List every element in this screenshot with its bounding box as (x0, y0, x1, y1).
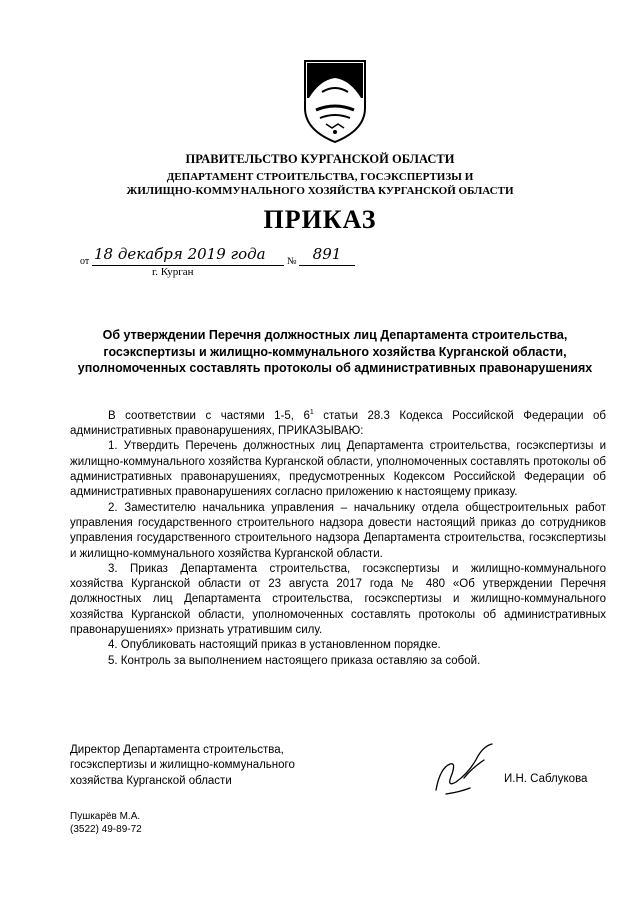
handwritten-number: 891 (299, 243, 355, 266)
handwritten-signature (426, 738, 502, 800)
position-line: хозяйства Курганской области (70, 774, 232, 787)
signer-name: И.Н. Саблукова (504, 773, 588, 785)
department-name-line1: ДЕПАРТАМЕНТ СТРОИТЕЛЬСТВА, ГОСЭКСПЕРТИЗЫ И (166, 171, 474, 183)
signer-position (70, 743, 295, 789)
order-item-5: 5. Контроль за выполнением настоящего приказа оставляю за собой. (108, 654, 481, 667)
order-item-1: 1. Утвердить Перечень должностных лиц Департамента строительства, госэкспертизы и жилищно-коммунального хозяйства Курганской области, уполномоченных составлять протоколы об административных правонарушениях, предусмотренных Кодексом Российской Федерации об административных правонарушениях согласно приложению к настоящему приказу. (70, 440, 606, 499)
preamble (70, 405, 606, 439)
order-item-3: 3. Приказ Департамента строительства, госэкспертизы и жилищно-коммунального хозяйства Курганской области от 23 августа 2017 года № 480 «Об утверждении Перечня должностных лиц Департамента строительства, госэкспертизы и жилищно-коммунального хозяйства Курганской области, уполномоченных составлять протоколы об административных правонарушениях» признать утратившим силу. (70, 562, 606, 636)
preamble-superscript: 1 (309, 409, 314, 416)
number-label: № (287, 256, 297, 267)
order-item-4: 4. Опубликовать настоящий приказ в установленном порядке. (108, 639, 441, 652)
title-line: госэкспертизы и жилищно-коммунального хозяйства Курганской области, (103, 344, 567, 359)
date-number-line (80, 245, 360, 271)
position-line: Директор Департамента строительства, (70, 744, 284, 756)
preamble-text-b: статьи 28.3 Кодекса Российской Федерации об административных правонарушениях, ПРИКАЗЫВАЮ: (70, 409, 606, 438)
order-item-2: 2. Заместителю начальника управления – начальнику отдела общестроительных работ управления государственного строительного надзора довести настоящий приказ до сотрудников управления государственного строительного надзора Департамента строительства, госэкспертизы и жилищно-коммунального хозяйства Курганской области. (70, 501, 606, 560)
coat-of-arms-icon (302, 58, 368, 144)
department-name-line2: ЖИЛИЩНО-КОММУНАЛЬНОГО ХОЗЯЙСТВА КУРГАНСКОЙ ОБЛАСТИ (126, 185, 514, 197)
order-title (70, 327, 600, 377)
executor-phone: (3522) 49-89-72 (70, 824, 142, 835)
preamble-text-a: В соответствии с частями 1-5, 6 (108, 409, 310, 422)
title-line: Об утверждении Перечня должностных лиц Департамента строительства, (102, 328, 568, 342)
executor-info (70, 810, 142, 836)
document-type: ПРИКАЗ (263, 205, 377, 234)
handwritten-date: 18 декабря 2019 года (92, 243, 284, 266)
position-line: госэкспертизы и жилищно-коммунального (70, 759, 295, 772)
from-label: от (80, 256, 90, 267)
city: г. Курган (152, 266, 194, 278)
executor-name: Пушкарёв М.А. (70, 811, 141, 822)
title-line: уполномоченных составлять протоколы об административных правонарушениях (77, 361, 593, 375)
order-body (70, 405, 606, 669)
government-name: ПРАВИТЕЛЬСТВО КУРГАНСКОЙ ОБЛАСТИ (185, 152, 455, 166)
